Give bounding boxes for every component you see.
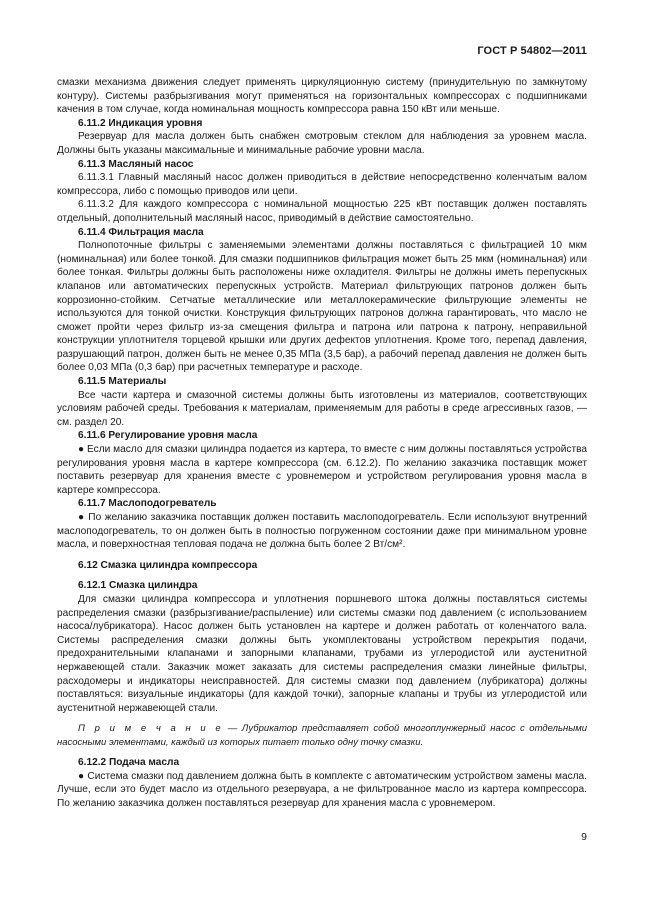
heading-6-11-6: 6.11.6 Регулирование уровня масла xyxy=(78,430,258,442)
heading-6-12-2: 6.12.2 Подача масла xyxy=(78,757,180,769)
standard-number-header: ГОСТ Р 54802—2011 xyxy=(477,45,587,57)
paragraph-intro: смазки механизма движения следует применять циркуляционную систему (принудительную по замкнутому контуру). Системы разбрызгивания могут применяться на горизонтальных компрессорах с подшипниками качения в том случае, когда номинальная мощность компрессора равна 150 кВт или меньше. xyxy=(57,77,587,116)
page-number: 9 xyxy=(581,831,587,843)
heading-6-11-2: 6.11.2 Индикация уровня xyxy=(78,117,203,129)
heading-6-11-3: 6.11.3 Масляный насос xyxy=(78,158,194,170)
paragraph-6-11-3-1: 6.11.3.1 Главный масляный насос должен приводиться в действие непосредственно коленчатым валом компрессора, либо с помощью приводов или цепи. xyxy=(57,172,587,197)
heading-6-12: 6.12 Смазка цилиндра компрессора xyxy=(78,559,258,571)
document-body xyxy=(57,76,587,811)
note-text: — Лубрикатор представляет собой многоплунжерный насос с отдельными насосными элементами, каждый из которых питает только одну точку смазки. xyxy=(57,723,587,748)
note-label: П р и м е ч а н и е xyxy=(78,723,224,735)
paragraph-materials: Все части картера и смазочной системы должны быть изготовлены из материалов, соответствующих условиям рабочей среды. Требования к материалам, применяемым для работы в среде агрессивных газов, — см. раздел 20. xyxy=(57,389,587,428)
paragraph-oil-supply: ● Система смазки под давлением должна быть в комплекте с автоматическим устройством замены масла. Лучше, если это будет масло из отдельного резервуара, а не фильтрованное масло из картера компрессора. По желанию заказчика должен поставляться резервуар для хранения масла с уровнемером. xyxy=(57,770,587,809)
paragraph-oil-heater: ● По желанию заказчика поставщик должен поставить маслоподогреватель. Если используют внутренний маслоподогреватель, то он должен быть в полностью погруженном состоянии даже при минимальном уровне масла, и поверхностная тепловая подача не должна быть более 2 Вт/см². xyxy=(57,512,587,551)
paragraph-cylinder-lubrication: Для смазки цилиндра компрессора и уплотнения поршневого штока должны поставляться системы распределения смазки (разбрызгивание/распыление) или системы смазки под давлением (с использованием насоса/лубрикатора). Насос должен быть установлен на картере и должен работать от коленчатого вала. Системы распределения смазки должны быть укомплектованы устройством перекрытия подачи, предохранительными клапанами и запорными клапанами, трубами из углеродистой или аустенитной нержавеющей стали. Заказчик может заказать для системы распределения смазки линейные фильтры, расходомеры и индикаторы неисправностей. Для системы смазки под давлением (лубрикатора) должны поставляться: визуальные индикаторы (для каждой точки), запорные клапаны и трубы из углеродистой или аустенитной нержавеющей стали. xyxy=(57,593,587,714)
paragraph-level-indication: Резервуар для масла должен быть снабжен смотровым стеклом для наблюдения за уровнем масла. Должны быть указаны максимальные и минимальные рабочие уровни масла. xyxy=(57,131,587,156)
paragraph-oil-filtration: Полнопоточные фильтры с заменяемыми элементами должны поставляться с фильтрацией 10 мкм (номинальная) или более тонкой. Для смазки подшипников фильтрация может быть 25 мкм (номинальная) или более тонкая. Фильтры должны быть расположены ниже охладителя. Фильтры не должны иметь перепускных клапанов или автоматических перепускных устройств. Материал фильтрующих патронов должен быть коррозионно-стойким. Сетчатые металлические или металлокерамические фильтрующие элементы не используются для тонкой очистки. Конструкция фильтрующих патронов должна гарантировать, что масло не сможет пройти через фильтр из-за смещения фильтра и патрона или патрона к патрону, неправильной конструкции уплотнителя торцевой крышки или других дефектов уплотнения. Кроме того, перепад давления, разрушающий патрон, должен быть не менее 0,35 МПа (3,5 бар), а рабочий перепад давления не должен быть более 0,03 МПа (0,3 бар) при расчетных температуре и расходе. xyxy=(57,240,587,374)
heading-6-11-4: 6.11.4 Фильтрация масла xyxy=(78,226,204,238)
heading-6-12-1: 6.12.1 Смазка цилиндра xyxy=(78,580,198,592)
heading-6-11-7: 6.11.7 Маслоподогреватель xyxy=(78,498,217,510)
paragraph-6-11-3-2: 6.11.3.2 Для каждого компрессора с номинальной мощностью 225 кВт поставщик должен поставлять отдельный, дополнительный масляный насос, приводимый в действие самостоятельно. xyxy=(57,199,587,224)
paragraph-oil-level-control: ● Если масло для смазки цилиндра подается из картера, то вместе с ним должны поставляться устройства регулирования уровня масла в картере компрессора (см. 6.12.2). По желанию заказчика поставщик может поставить резервуар для хранения вместе с уровнемером и устройством регулирования уровня масла в картере компрессора. xyxy=(57,444,587,496)
note xyxy=(57,722,587,749)
heading-6-11-5: 6.11.5 Материалы xyxy=(78,376,167,388)
